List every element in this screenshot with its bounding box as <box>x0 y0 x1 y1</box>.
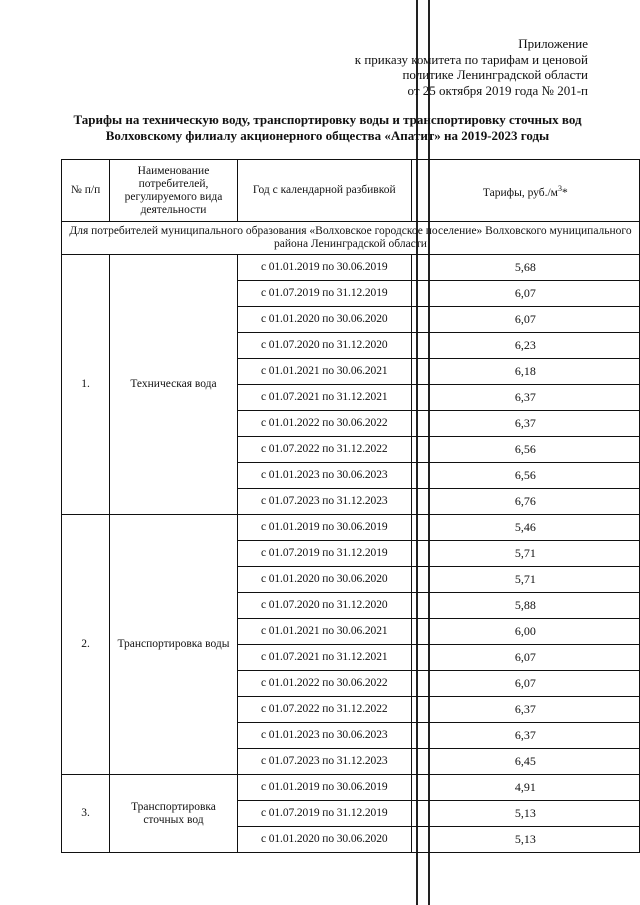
header-tariff-text: Тарифы, руб./м <box>482 186 558 199</box>
table-row <box>62 255 640 281</box>
period-cell: с 01.01.2020 по 30.06.2020 <box>237 307 411 333</box>
tariff-value-cell: 6,37 <box>411 385 639 411</box>
period-cell: с 01.01.2022 по 30.06.2022 <box>237 411 411 437</box>
period-cell: с 01.01.2022 по 30.06.2022 <box>237 671 411 697</box>
tariff-value-cell: 5,13 <box>411 801 639 827</box>
appendix-line: Приложение <box>518 36 588 51</box>
period-cell: с 01.07.2019 по 31.12.2019 <box>237 541 411 567</box>
period-cell: с 01.07.2019 по 31.12.2019 <box>237 801 411 827</box>
row-number: 1. <box>62 255 110 515</box>
period-cell: с 01.01.2021 по 30.06.2021 <box>237 619 411 645</box>
period-cell: с 01.01.2023 по 30.06.2023 <box>237 463 411 489</box>
appendix-line: политике Ленинградской области <box>402 67 588 82</box>
period-cell: с 01.07.2023 по 31.12.2023 <box>237 749 411 775</box>
tariff-value-cell: 6,07 <box>411 307 639 333</box>
period-cell: с 01.07.2022 по 31.12.2022 <box>237 697 411 723</box>
tariff-value-cell: 5,46 <box>411 515 639 541</box>
tariff-value-cell: 6,07 <box>411 645 639 671</box>
header-num: № п/п <box>62 160 110 222</box>
tariff-value-cell: 6,18 <box>411 359 639 385</box>
period-cell: с 01.07.2021 по 31.12.2021 <box>237 645 411 671</box>
table-row <box>62 515 640 541</box>
header-tariff-sup: 3 <box>557 183 562 193</box>
title-line: Волховскому филиалу акционерного общества «Апатит» на 2019-2023 годы <box>105 128 550 143</box>
tariff-value-cell: 5,13 <box>411 827 639 853</box>
period-cell: с 01.01.2020 по 30.06.2020 <box>237 827 411 853</box>
period-cell: с 01.01.2019 по 30.06.2019 <box>237 255 411 281</box>
document-title <box>40 112 615 144</box>
tariff-value-cell: 4,91 <box>411 775 639 801</box>
period-cell: с 01.01.2023 по 30.06.2023 <box>237 723 411 749</box>
group-label: Для потребителей муниципального образования «Волховское городское поселение» Волховского муниципального района Ленинградской области <box>62 222 640 255</box>
period-cell: с 01.07.2021 по 31.12.2021 <box>237 385 411 411</box>
tariff-value-cell: 6,37 <box>411 723 639 749</box>
period-cell: с 01.07.2020 по 31.12.2020 <box>237 593 411 619</box>
group-row <box>62 222 640 255</box>
table-header-row <box>62 160 640 222</box>
header-tariff <box>411 160 639 222</box>
appendix-line: к приказу комитета по тарифам и ценовой <box>354 51 588 67</box>
tariff-value-cell: 6,00 <box>411 619 639 645</box>
header-name: Наименование потребителей, регулируемого вида деятельности <box>110 160 238 222</box>
tariff-value-cell: 6,07 <box>411 671 639 697</box>
appendix-line: от 25 октября 2019 года № 201-п <box>407 82 588 98</box>
period-cell: с 01.07.2023 по 31.12.2023 <box>237 489 411 515</box>
period-cell: с 01.01.2019 по 30.06.2019 <box>237 775 411 801</box>
tariff-value-cell: 5,71 <box>411 541 639 567</box>
appendix-block <box>298 36 588 98</box>
tariff-table <box>61 159 640 853</box>
period-cell: с 01.01.2019 по 30.06.2019 <box>237 515 411 541</box>
tariff-value-cell: 6,56 <box>411 437 639 463</box>
row-number: 3. <box>62 775 110 853</box>
tariff-value-cell: 6,23 <box>411 333 639 359</box>
period-cell: с 01.01.2021 по 30.06.2021 <box>237 359 411 385</box>
tariff-value-cell: 6,37 <box>411 411 639 437</box>
service-name: Техническая вода <box>110 255 238 515</box>
service-name: Транспортировка воды <box>110 515 238 775</box>
period-cell: с 01.07.2022 по 31.12.2022 <box>237 437 411 463</box>
table-row <box>62 775 640 801</box>
period-cell: с 01.07.2020 по 31.12.2020 <box>237 333 411 359</box>
row-number: 2. <box>62 515 110 775</box>
header-tariff-suffix: * <box>561 186 568 199</box>
tariff-value-cell: 5,68 <box>411 255 639 281</box>
period-cell: с 01.07.2019 по 31.12.2019 <box>237 281 411 307</box>
tariff-value-cell: 5,71 <box>411 567 639 593</box>
tariff-value-cell: 6,45 <box>411 749 639 775</box>
tariff-value-cell: 6,76 <box>411 489 639 515</box>
tariff-value-cell: 6,07 <box>411 281 639 307</box>
service-name: Транспортировка сточных вод <box>110 775 238 853</box>
period-cell: с 01.01.2020 по 30.06.2020 <box>237 567 411 593</box>
tariff-value-cell: 5,88 <box>411 593 639 619</box>
title-line: Тарифы на техническую воду, транспортировку воды и транспортировку сточных вод <box>73 112 582 127</box>
tariff-value-cell: 6,56 <box>411 463 639 489</box>
header-period: Год с календарной разбивкой <box>237 160 411 222</box>
tariff-value-cell: 6,37 <box>411 697 639 723</box>
